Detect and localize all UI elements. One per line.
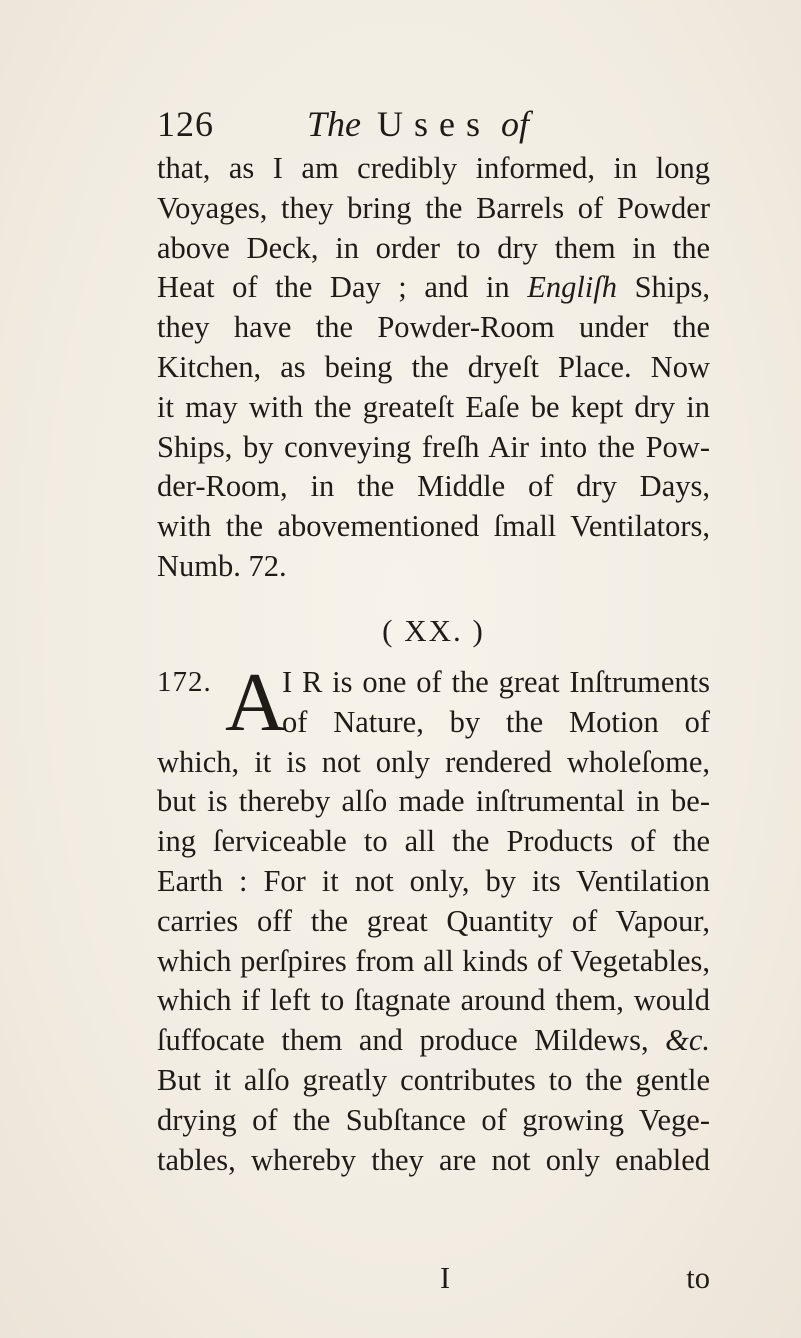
text-line: which if left to ſtagnate around them, would — [157, 983, 710, 1018]
text-line: Numb. 72. — [157, 548, 287, 583]
text-segment: Heat of the Day ; and in — [157, 270, 510, 305]
paragraph-1 — [157, 149, 710, 587]
drop-cap: A — [225, 656, 286, 749]
text-line: drying of the Subſtance of growing Vege- — [157, 1102, 710, 1137]
text-line: Earth : For it not only, by its Ventilation — [157, 863, 710, 898]
text-line: I R is one of the great Inſtruments — [282, 665, 710, 699]
text-line: carries off the great Quantity of Vapour, — [157, 903, 710, 938]
catchword: to — [686, 1261, 710, 1295]
text-line: der-Room, in the Middle of dry Days, — [157, 469, 710, 504]
paragraph-2 — [157, 656, 710, 1180]
text-line: Ships, by conveying freſh Air into the Pow- — [157, 429, 710, 464]
section-heading: ( XX. ) — [382, 613, 485, 648]
page-number: 126 — [157, 104, 214, 144]
text-line: Voyages, they bring the Barrels of Powder — [157, 190, 710, 225]
text-line: which, it is not only rendered wholeſome, — [157, 744, 710, 779]
page-footer — [157, 1259, 710, 1299]
running-title-the: The — [307, 104, 361, 144]
signature-mark: I — [440, 1261, 451, 1295]
text-line: it may with the greateſt Eaſe be kept dry in — [157, 389, 710, 424]
text-line-etc — [157, 1021, 710, 1061]
text-segment: ſuffocate them and produce Mildews, — [157, 1023, 649, 1058]
text-line: Kitchen, as being the dryeſt Place. Now — [157, 349, 710, 384]
text-line: of Nature, by the Motion of — [282, 704, 710, 739]
running-header — [157, 100, 657, 148]
running-title — [307, 100, 529, 148]
text-segment: Ships, — [634, 270, 711, 305]
text-line: they have the Powder-Room under the — [157, 310, 710, 345]
running-title-of: of — [501, 104, 530, 144]
running-title-uses: Uses — [377, 104, 491, 144]
text-line: above Deck, in order to dry them in the — [157, 230, 710, 265]
italic-word-english: Engliſh — [527, 270, 618, 305]
text-line: But it alſo greatly contributes to the gentle — [157, 1062, 710, 1097]
italic-etc: &c. — [665, 1023, 710, 1058]
text-line: but is thereby alſo made inſtrumental in be- — [157, 784, 710, 819]
paragraph-number: 172. — [157, 666, 212, 698]
text-line: tables, whereby they are not only enabled — [157, 1142, 710, 1177]
text-line-english — [157, 268, 710, 308]
text-line: with the abovementioned ſmall Ventilators, — [157, 509, 710, 544]
text-line: which perſpires from all kinds of Vegetables, — [157, 943, 710, 978]
text-line: that, as I am credibly informed, in long — [157, 151, 710, 185]
text-line: ing ſerviceable to all the Products of the — [157, 824, 710, 859]
